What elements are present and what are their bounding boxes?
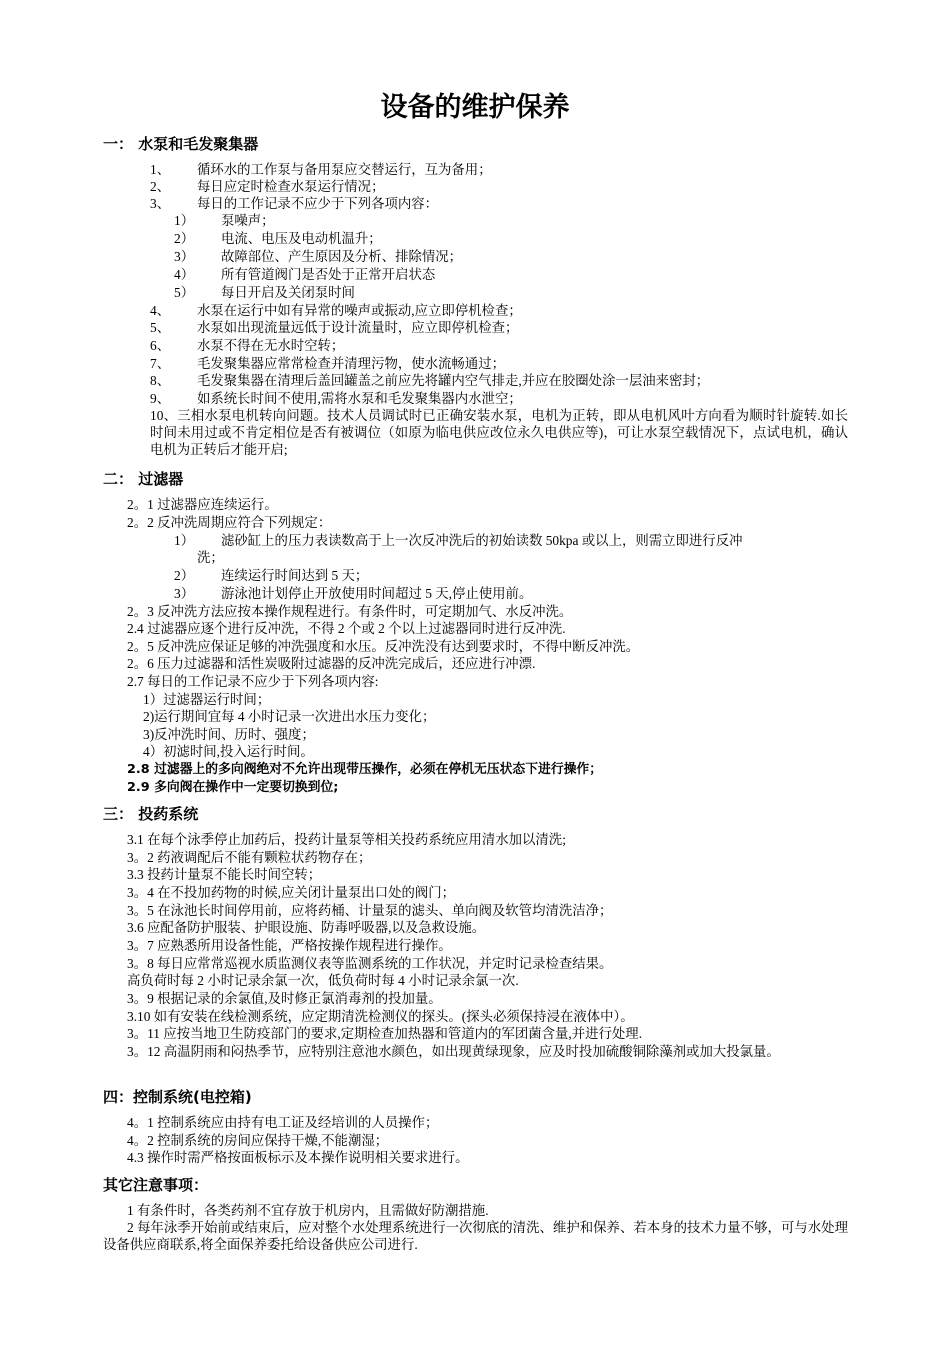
list-item-paragraph: 10、三相水泵电机转向问题。技术人员调试时已正确安装水泵，电机为正转，即从电机风叶方向看为顺时针旋转.如长时间未用过或不肯定相位是否有被调位（如原为临电供应改位永久电供应等)，可让水泵空载情况下，点试电机，确认电机为正转后才能开启; <box>150 408 848 458</box>
item-number: 3） <box>174 249 195 264</box>
item-number: 4） <box>174 267 195 282</box>
list-item: 3.10 如有安装在线检测系统，应定期清洗检测仪的探头。(探头必须保持浸在液体中）。 <box>127 1009 634 1024</box>
list-item: 1 有条件时，各类药剂不宜存放于机房内，且需做好防潮措施. <box>127 1203 489 1218</box>
item-text: 故障部位、产生原因及分析、排除情况； <box>221 249 463 264</box>
list-item <box>174 567 368 584</box>
item-text: 循环水的工作泵与备用泵应交替运行，互为备用； <box>197 162 492 177</box>
list-item: 3。2 药液调配后不能有颗粒状药物存在； <box>127 850 372 865</box>
list-item: 4。2 控制系统的房间应保持干燥,不能潮湿； <box>127 1133 389 1148</box>
item-text: 毛发聚集器在清理后盖回罐盖之前应先将罐内空气排走,并应在胶圈处涂一层油来密封； <box>197 373 710 388</box>
warning-line: 2.9 多向阀在操作中一定要切换到位; <box>127 780 339 795</box>
item-number: 1） <box>174 533 195 548</box>
page-title: 设备的维护保养 <box>380 92 570 123</box>
list-item <box>150 337 344 354</box>
list-item: 3)反冲洗时间、历时、强度； <box>143 727 315 742</box>
item-text: 连续运行时间达到 5 天； <box>221 568 369 583</box>
item-number: 2） <box>174 568 195 583</box>
list-item <box>150 178 384 195</box>
list-item <box>150 390 522 407</box>
item-text: 泵噪声； <box>221 213 275 228</box>
list-item <box>174 248 462 265</box>
item-number: 6、 <box>150 338 171 353</box>
list-item: 2。6 压力过滤器和活性炭吸附过滤器的反冲洗完成后，还应进行冲漂. <box>127 656 536 671</box>
item-text: 所有管道阀门是否处于正常开启状态 <box>221 267 436 282</box>
list-item: 3.6 应配备防护服装、护眼设施、防毒呼吸器,以及急救设施。 <box>127 920 486 935</box>
item-number: 3、 <box>150 196 171 211</box>
item-text: 每日开启及关闭泵时间 <box>221 285 355 300</box>
item-text: 水泵在运行中如有异常的噪声或振动,应立即停机检查； <box>197 303 522 318</box>
list-item: 4）初滤时间,投入运行时间。 <box>143 744 314 759</box>
item-text: 毛发聚集器应常常检查并清理污物，使水流畅通过； <box>197 356 505 371</box>
section-heading-filter: 二： 过滤器 <box>103 470 184 488</box>
list-item-paragraph: 3。12 高温阴雨和闷热季节，应特别注意池水颜色，如出现黄绿现象，应及时投加硫酸铜除藻剂或加大投氯量。 <box>127 1044 780 1059</box>
section-heading-pump: 一： 水泵和毛发聚集器 <box>103 135 259 153</box>
list-item <box>174 284 355 301</box>
warning-line: 2.8 过滤器上的多向阀绝对不允许出现带压操作，必须在停机无压状态下进行操作； <box>127 762 603 777</box>
item-number: 1、 <box>150 162 171 177</box>
list-item-paragraph: 2 每年泳季开始前或结束后，应对整个水处理系统进行一次彻底的清洗、维护和保养、若本身的技术力量不够，可与水处理设备供应商联系,将全面保养委托给设备供应公司进行. <box>103 1220 848 1253</box>
item-number: 5、 <box>150 320 171 335</box>
item-text: 每日应定时检查水泵运行情况； <box>197 179 385 194</box>
list-item: 2)运行期间宜每 4 小时记录一次进出水压力变化； <box>143 709 436 724</box>
list-item <box>174 212 275 229</box>
list-item: 3。8 每日应常常巡视水质监测仪表等监测系统的工作状况，并定时记录检查结果。 <box>127 956 613 971</box>
list-item: 3。5 在泳池长时间停用前，应将药桶、计量泵的滤头、单向阀及软管均清洗洁净； <box>127 903 613 918</box>
section-heading-notes: 其它注意事项： <box>103 1176 209 1194</box>
item-text: 如系统长时间不使用,需将水泵和毛发聚集器内水泄空； <box>197 391 522 406</box>
list-item <box>150 319 518 336</box>
item-number: 7、 <box>150 356 171 371</box>
section-heading-control: 四：控制系统(电控箱) <box>103 1088 252 1106</box>
item-number: 3） <box>174 586 195 601</box>
section-heading-dosing: 三： 投药系统 <box>103 805 199 823</box>
item-number: 2） <box>174 231 195 246</box>
list-item-continuation: 洗； <box>197 550 224 565</box>
list-item <box>174 266 435 283</box>
item-text: 游泳池计划停止开放使用时间超过 5 天,停止使用前。 <box>221 586 533 601</box>
item-text: 每日的工作记录不应少于下列各项内容： <box>197 196 439 211</box>
list-item: 高负荷时每 2 小时记录余氯一次，低负荷时每 4 小时记录余氯一次. <box>127 973 519 988</box>
list-item: 4。1 控制系统应由持有电工证及经培训的人员操作； <box>127 1115 439 1130</box>
item-number: 1） <box>174 213 195 228</box>
item-number: 5） <box>174 285 195 300</box>
list-item: 3。9 根据记录的余氯值,及时修正氯消毒剂的投加量。 <box>127 991 442 1006</box>
list-item: 2。5 反冲洗应保证足够的冲洗强度和水压。反冲洗没有达到要求时，不得中断反冲洗。 <box>127 639 640 654</box>
list-item <box>150 355 505 372</box>
list-item <box>174 532 742 549</box>
list-item: 3。7 应熟悉所用设备性能，严格按操作规程进行操作。 <box>127 938 452 953</box>
item-number: 2、 <box>150 179 171 194</box>
item-number: 9、 <box>150 391 171 406</box>
item-text: 水泵不得在无水时空转； <box>197 338 345 353</box>
list-item: 2.7 每日的工作记录不应少于下列各项内容: <box>127 674 379 689</box>
list-item: 1）过滤器运行时间； <box>143 692 271 707</box>
list-item <box>174 585 532 602</box>
list-item: 2。1 过滤器应连续运行。 <box>127 497 278 512</box>
list-item <box>150 161 492 178</box>
item-number: 4、 <box>150 303 171 318</box>
list-item: 2.4 过滤器应逐个进行反冲洗，不得 2 个或 2 个以上过滤器同时进行反冲洗. <box>127 621 566 636</box>
list-item: 2。2 反冲洗周期应符合下列规定： <box>127 515 332 530</box>
list-item <box>150 302 522 319</box>
list-item <box>150 195 438 212</box>
list-item: 4.3 操作时需严格按面板标示及本操作说明相关要求进行。 <box>127 1150 469 1165</box>
list-item <box>150 372 709 389</box>
list-item: 3。4 在不投加药物的时候,应关闭计量泵出口处的阀门； <box>127 885 456 900</box>
list-item <box>174 230 382 247</box>
list-item: 2。3 反冲洗方法应按本操作规程进行。有条件时，可定期加气、水反冲洗。 <box>127 604 573 619</box>
item-number: 8、 <box>150 373 171 388</box>
item-text: 水泵如出现流量远低于设计流量时，应立即停机检查； <box>197 320 519 335</box>
list-item: 3。11 应按当地卫生防疫部门的要求,定期检查加热器和管道内的军团菌含量,并进行处理. <box>127 1026 643 1041</box>
list-item: 3.1 在每个泳季停止加药后，投药计量泵等相关投药系统应用清水加以清洗; <box>127 832 566 847</box>
list-item: 3.3 投药计量泵不能长时间空转； <box>127 867 322 882</box>
item-text: 电流、电压及电动机温升； <box>221 231 382 246</box>
item-text: 滤砂缸上的压力表读数高于上一次反冲洗后的初始读数 50kpa 或以上，则需立即进行反冲 <box>221 533 743 548</box>
